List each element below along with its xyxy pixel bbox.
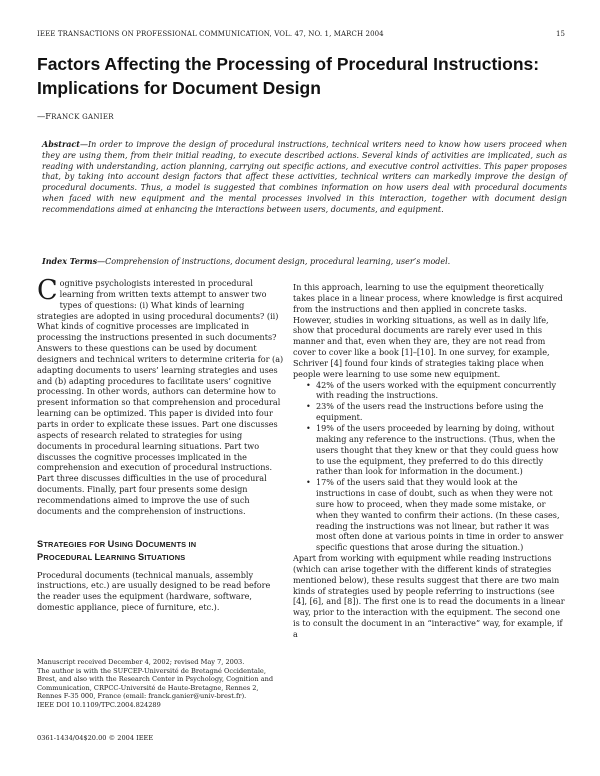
column2-paragraph-1: In this approach, learning to use the equipment theoretically takes place in a linear process, where knowledge is first acquired from the instructions and then applied in concrete tasks. However, studies in working situations, as well as in daily life, show that procedural documents are rarely ever used in this manner and that, even when they are, they are not read from cover to cover like a book [1]–[10]. In one survey, for example, Schriver [4] found four kinds of strategies taking place when people were learning to use some new equipment. <box>293 282 563 379</box>
page-number: 15 <box>556 30 565 38</box>
copyright-line: 0361-1434/04$20.00 © 2004 IEEE <box>37 734 154 742</box>
footnote-affiliation: The author is with the SUFCEP-Université de Bretagné Occidentale, Brest, and also with the Research Center in Psychology, Cognition and Communication, CRPCC-Université de Haute-Bretagne, Rennes 2, Rennes F-35 000, France (email: franck.ganier@univ-brest.fr). <box>37 666 274 701</box>
list-item: • 42% of the users worked with the equipment concurrently with reading the instructions. <box>316 380 565 402</box>
drop-cap: C <box>37 275 58 306</box>
abstract-label: Abstract <box>42 139 80 149</box>
section-paragraph: Procedural documents (technical manuals, assembly instructions, etc.) are usually designed to be read before the reader uses the equipment (hardware, software, domestic appliance, piece of furniture, etc.). <box>37 569 271 613</box>
intro-text: ognitive psychologists interested in procedural learning from written texts attempt to answer two types of questions: (i) What kinds of learning strategies are adopted in using procedural documents? (ii) What kinds of cognitive processes are implicated in processing the instructions presented in such documents? Answers to these questions can be used by document designers and technical writers to determine criteria for (a) adapting documents to users’ learning strategies and uses and (b) adapting procedures to facilitate users’ cognitive processing. In other words, authors can determine how to present information so that comprehension and procedural learning can be optimized. This paper is divided into four parts in order to explicate these issues. Part one discusses aspects of research related to strategies for using documents in procedural learning situations. Part two discusses the cognitive processes implicated in the comprehension and execution of procedural instructions. Part three discusses difficulties in the use of procedural documents. Finally, part four presents some design recommendations aimed to improve the use of such documents and the comprehension of instructions. <box>37 278 284 516</box>
footnote-received: Manuscript received December 4, 2002; revised May 7, 2003. <box>37 658 245 666</box>
abstract-text: —In order to improve the design of procedural instructions, technical writers need to know how users proceed when they are using them, from their initial reading, to execute described actions. Several kinds of activities are implicated, such as reading with understanding, action planning, carrying out specific actions, and executive control activities. This paper proposes that, by taking into account design factors that affect these activities, technical writers can markedly improve the design of procedural documents. Thus, a model is suggested that combines information on how users deal with procedural documents when faced with new equipment and the mental processes involved in this interaction, together with document design recommendations aimed at enhancing the interactions between users, documents, and equipment. <box>42 140 567 214</box>
right-column <box>293 282 565 640</box>
footnote-doi: IEEE DOI 10.1109/TPC.2004.824289 <box>37 700 161 709</box>
list-item: • 19% of the users proceeded by learning by doing, without making any reference to the instructions. (Thus, when the users thought that they knew or that they could guess how to use the equipment, they preferred to do this directly rather than look for information in the document.) <box>316 423 565 477</box>
author-name-rest: RANCK GANIER <box>51 113 114 121</box>
author-initial: F <box>45 111 52 121</box>
running-header: IEEE TRANSACTIONS ON PROFESSIONAL COMMUNICATION, VOL. 47, NO. 1, MARCH 2004 <box>37 30 384 38</box>
left-column <box>37 275 284 613</box>
index-terms <box>42 256 567 268</box>
author-dash: — <box>37 111 46 121</box>
list-item: • 23% of the users read the instructions before using the equipment. <box>316 401 565 423</box>
list-item: • 17% of the users said that they would look at the instructions in case of doubt, such as when they were not sure how to proceed, when they made some mistake, or when they wanted to confirm their actions. (In these cases, reading the instructions was not linear, but rather it was most often done at various points in time in order to answer specific questions that arose during the situation.) <box>316 477 565 553</box>
index-terms-label: Index Terms <box>42 256 98 266</box>
section-heading: STRATEGIES FOR USING DOCUMENTS IN PROCEDURAL LEARNING SITUATIONS <box>37 538 197 562</box>
intro-paragraph <box>37 275 284 517</box>
column2-paragraph-2: Apart from working with equipment while reading instructions (which can arise together with the different kinds of strategies mentioned below), these results suggest that there are two main kinds of strategies used by people referring to instructions (see [4], [6], and [8]). The first one is to read the documents in a linear way, prior to the interaction with the equipment. The second one is to consult the document in an “interactive” way, for example, if a <box>293 553 565 639</box>
footnote <box>37 658 282 710</box>
strategy-list <box>293 380 565 554</box>
author-line <box>37 111 114 121</box>
index-terms-text: —Comprehension of instructions, document design, procedural learning, user’s model. <box>97 257 451 266</box>
paper-title: Factors Affecting the Processing of Procedural Instructions: Implications for Document Design <box>37 54 540 98</box>
abstract <box>42 139 567 216</box>
